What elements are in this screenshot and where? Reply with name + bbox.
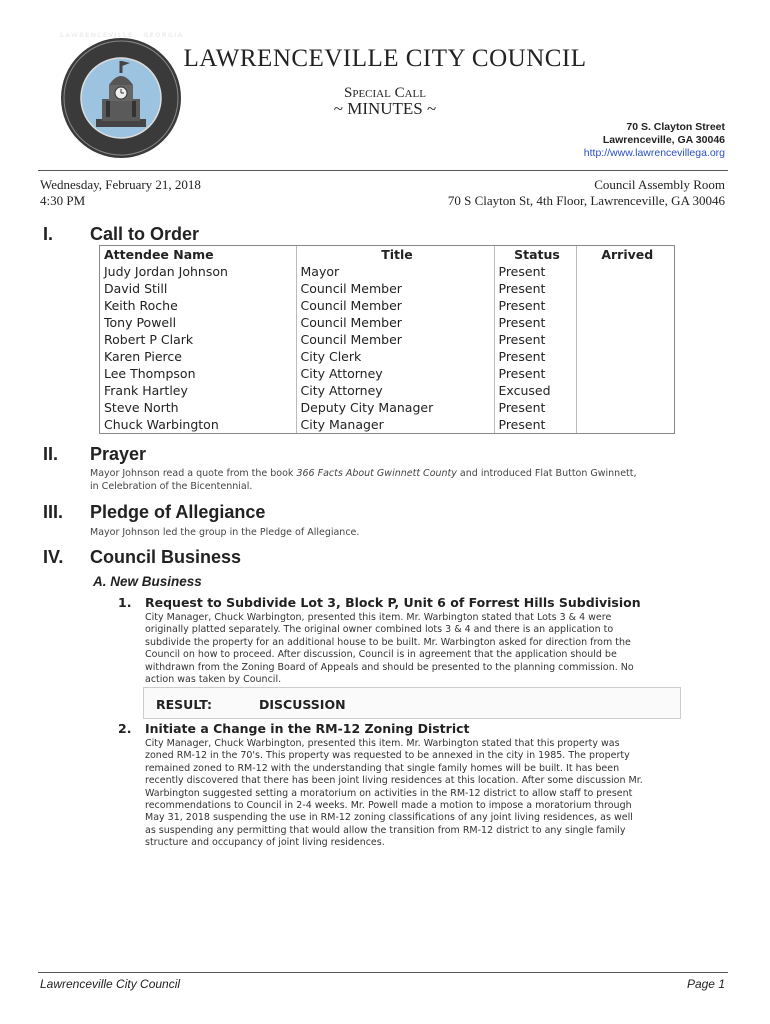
attendee-arrived: [576, 382, 674, 399]
prayer-text-line2: in Celebration of the Bicentennial.: [90, 481, 253, 492]
page-number: Page 1: [686, 977, 725, 991]
attendee-status: Present: [494, 399, 576, 416]
section-number: I.: [43, 224, 54, 244]
pledge-text: Mayor Johnson led the group in the Pledge of Allegiance.: [90, 527, 360, 538]
description-line: as suspending any permitting that would allow the transition from RM-12 district to any single family: [145, 824, 626, 836]
seal-text: LAWRENCEVILLE · GEORGIA: [60, 31, 184, 39]
website-link[interactable]: http://www.lawrencevillega.org: [583, 147, 725, 159]
attendee-status: Present: [494, 297, 576, 314]
attendee-title: Mayor: [296, 263, 494, 280]
meeting-time: 4:30 PM: [40, 193, 86, 208]
address-city: Lawrenceville, GA 30046: [602, 134, 725, 146]
attendee-title: Deputy City Manager: [296, 399, 494, 416]
meeting-type: Special Call: [344, 85, 426, 101]
attendance-rows: [100, 263, 674, 433]
section-number: III.: [43, 502, 64, 522]
attendance-row: [100, 382, 674, 399]
attendance-table-frame: [99, 245, 675, 434]
col-header-arrived: Arrived: [576, 246, 674, 263]
section-title-prayer: Prayer: [90, 444, 147, 464]
meeting-datetime: [40, 177, 201, 209]
attendance-header-row: [100, 246, 674, 263]
item2-title: Initiate a Change in the RM-12 Zoning District: [145, 721, 470, 736]
new-business-heading: A. New Business: [93, 574, 202, 589]
description-line: originally platted separately. The original owner combined lots 3 & 4 and there is an application to: [145, 624, 614, 636]
description-line: recently discovered that there has been joint living residences at this location. After some discussion Mr.: [145, 775, 643, 787]
col-header-status: Status: [494, 246, 576, 263]
description-line: remained zoned to RM-12 with the understanding that single family homes will be built. It has been: [145, 762, 620, 774]
attendee-status: Present: [494, 314, 576, 331]
attendee-arrived: [576, 348, 674, 365]
attendee-arrived: [576, 297, 674, 314]
attendee-name: Frank Hartley: [104, 383, 188, 398]
col-header-name: Attendee Name: [104, 247, 214, 262]
attendee-name: Tony Powell: [104, 315, 177, 330]
section-title-council-business: Council Business: [90, 547, 242, 567]
item-number: 2.: [118, 721, 132, 736]
attendee-title: Council Member: [296, 314, 494, 331]
attendee-title: City Attorney: [296, 382, 494, 399]
prayer-text-end: and introduced Flat Button Gwinnett,: [456, 468, 637, 479]
attendee-name: Keith Roche: [104, 298, 178, 313]
attendee-name: Robert P Clark: [104, 332, 194, 347]
description-line: subdivide the property for an additional house to be built. Mr. Warbington asked for direction from the: [145, 636, 631, 648]
meeting-address: 70 S Clayton St, 4th Floor, Lawrenceville, GA 30046: [447, 193, 725, 208]
attendance-row: [100, 297, 674, 314]
description-line: zoned RM-12 in the 70's. This property was requested to be annexed in the city in 1985. The property: [145, 750, 630, 762]
council-title: LAWRENCEVILLE CITY COUNCIL: [183, 45, 587, 72]
attendance-row: [100, 365, 674, 382]
prayer-text-start: Mayor Johnson read a quote from the book: [90, 468, 297, 479]
description-line: City Manager, Chuck Warbington, presented this item. Mr. Warbington stated that Lots 3 & 4 were: [145, 612, 612, 623]
header-divider: [38, 170, 728, 171]
attendee-arrived: [576, 416, 674, 433]
attendee-name: Lee Thompson: [104, 366, 196, 381]
item1-description: [145, 612, 685, 686]
attendee-arrived: [576, 314, 674, 331]
description-line: May 31, 2018 suspending the use in RM-12 zoning classifications of any joint living residences, as well: [145, 812, 633, 824]
attendance-row: [100, 348, 674, 365]
attendance-row: [100, 416, 674, 433]
attendee-name: David Still: [104, 281, 168, 296]
attendee-title: City Manager: [296, 416, 494, 433]
attendee-name: Judy Jordan Johnson: [104, 264, 228, 279]
attendance-row: [100, 280, 674, 297]
address-street: 70 S. Clayton Street: [626, 121, 725, 133]
section-title-call-to-order: Call to Order: [90, 224, 200, 244]
item-number: 1.: [118, 595, 132, 610]
attendance-row: [100, 331, 674, 348]
attendee-arrived: [576, 365, 674, 382]
description-line: City Manager, Chuck Warbington, presented this item. Mr. Warbington stated that this property was: [145, 738, 620, 749]
attendee-status: Present: [494, 280, 576, 297]
meeting-date: Wednesday, February 21, 2018: [40, 177, 201, 192]
footer-divider: [38, 972, 728, 973]
attendance-table: [100, 246, 674, 433]
result-value: DISCUSSION: [259, 697, 346, 712]
minutes-heading: ~ MINUTES ~: [333, 99, 437, 118]
attendee-title: Council Member: [296, 331, 494, 348]
description-line: Warbington suggested setting a moratorium on activities in the RM-12 district to allow staff to present: [145, 787, 633, 799]
attendee-name: Karen Pierce: [104, 349, 182, 364]
section-title-pledge: Pledge of Allegiance: [90, 502, 266, 522]
attendee-status: Present: [494, 263, 576, 280]
attendee-title: Council Member: [296, 297, 494, 314]
description-line: Council on how to proceed. After discussion, Council is in agreement that the application should be: [145, 649, 617, 661]
attendance-row: [100, 399, 674, 416]
col-header-title: Title: [296, 246, 494, 263]
prayer-text: [90, 467, 710, 493]
attendee-status: Excused: [494, 382, 576, 399]
attendee-name: Chuck Warbington: [104, 417, 219, 432]
attendee-arrived: [576, 331, 674, 348]
book-title: 366 Facts About Gwinnett County: [296, 468, 457, 479]
attendee-title: Council Member: [296, 280, 494, 297]
attendee-arrived: [576, 280, 674, 297]
attendee-status: Present: [494, 331, 576, 348]
attendee-arrived: [576, 399, 674, 416]
attendee-status: Present: [494, 348, 576, 365]
footer-org: Lawrenceville City Council: [40, 977, 181, 991]
attendee-status: Present: [494, 416, 576, 433]
attendance-row: [100, 263, 674, 280]
item1-title: Request to Subdivide Lot 3, Block P, Unit 6 of Forrest Hills Subdivision: [145, 595, 641, 610]
attendee-status: Present: [494, 365, 576, 382]
attendance-row: [100, 314, 674, 331]
description-line: withdrawn from the Zoning Board of Appeals and should be presented to the planning commission. No: [145, 661, 634, 673]
council-address: [584, 121, 725, 160]
meeting-room: Council Assembly Room: [594, 177, 725, 192]
attendee-name: Steve North: [104, 400, 179, 415]
description-line: structure and occupancy of joint living residences.: [145, 837, 385, 849]
result-box: [143, 687, 681, 719]
attendee-title: City Attorney: [296, 365, 494, 382]
description-line: recommendations to Council in 2-4 weeks. Mr. Powell made a motion to impose a moratorium through: [145, 800, 632, 812]
result-label: RESULT:: [156, 697, 213, 712]
section-number: II.: [43, 444, 59, 464]
attendee-arrived: [576, 263, 674, 280]
attendee-title: City Clerk: [296, 348, 494, 365]
item2-description: [145, 738, 685, 850]
section-number: IV.: [43, 547, 64, 567]
meeting-location: [448, 177, 725, 209]
description-line: action was taken by Council.: [145, 674, 282, 686]
